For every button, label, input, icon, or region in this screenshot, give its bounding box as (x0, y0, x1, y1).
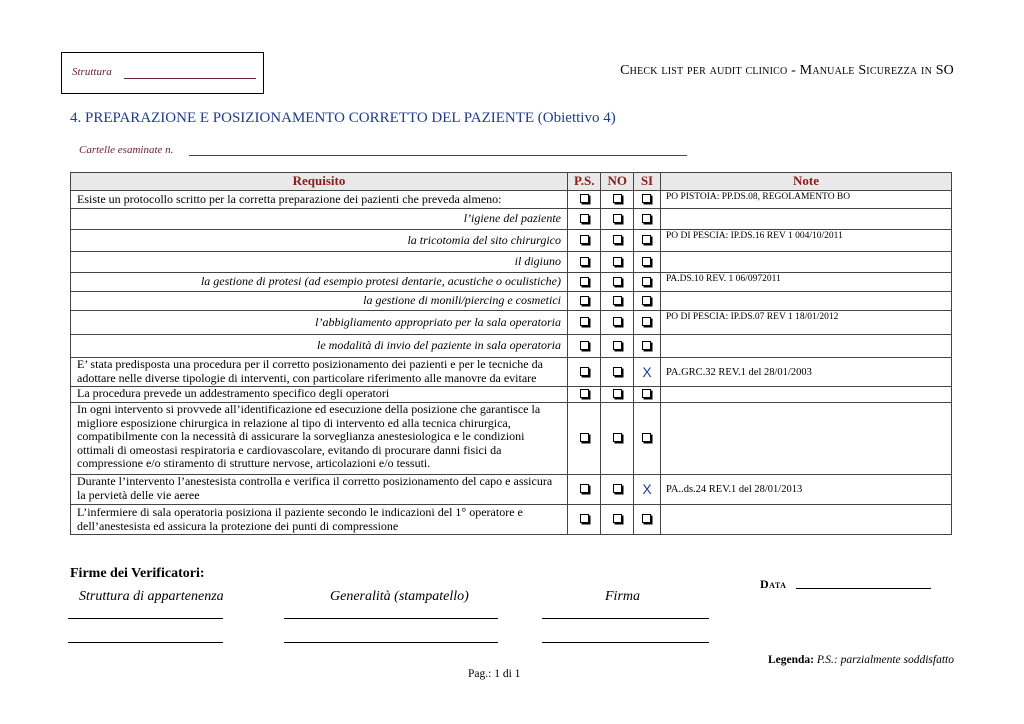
cartelle-input-line[interactable] (189, 155, 687, 156)
table-row (71, 475, 952, 505)
note-cell (660, 292, 951, 311)
table-header-row (71, 173, 952, 191)
requisito-cell: la gestione di monili/piercing e cosmetici (71, 292, 568, 311)
header-ps: P.S. (568, 173, 601, 191)
ps-checkbox[interactable] (568, 252, 601, 273)
header-note: Note (660, 173, 951, 191)
note-cell (660, 505, 951, 535)
section-title: 4. PREPARAZIONE E POSIZIONAMENTO CORRETTO DEL PAZIENTE (Obiettivo 4) (70, 110, 616, 126)
no-checkbox[interactable] (601, 358, 634, 387)
legend-text: P.S.: parzialmente soddisfatto (816, 654, 954, 666)
signature-line-firma[interactable] (542, 642, 709, 643)
note-cell (660, 209, 951, 230)
note-cell (660, 403, 951, 475)
ps-checkbox[interactable] (568, 292, 601, 311)
data-label: Data (760, 577, 787, 591)
table-row (71, 358, 952, 387)
ps-checkbox[interactable] (568, 475, 601, 505)
requisito-cell: il digiuno (71, 252, 568, 273)
requisito-cell: l’igiene del paziente (71, 209, 568, 230)
no-checkbox[interactable] (601, 292, 634, 311)
generalita-label: Generalità (stampatello) (330, 589, 469, 604)
table-row (71, 292, 952, 311)
table-row (71, 403, 952, 475)
note-cell: PO DI PESCIA: IP.DS.16 REV 1 004/10/2011 (660, 230, 951, 252)
struttura-input-line[interactable] (124, 78, 256, 79)
note-cell (660, 252, 951, 273)
si-checkbox[interactable] (633, 252, 660, 273)
requisito-cell: La procedura prevede un addestramento specifico degli operatori (71, 387, 568, 403)
requisito-cell: le modalità di invio del paziente in sala operatoria (71, 335, 568, 358)
ps-checkbox[interactable] (568, 335, 601, 358)
requisito-cell: L’infermiere di sala operatoria posiziona il paziente secondo le indicazioni del 1° operatore e dell’anestesista ed assicura la protezione dei punti di compressione (71, 505, 568, 535)
document-title: Check list per audit clinico - Manuale Sicurezza in SO (620, 63, 954, 78)
signature-line-struttura[interactable] (68, 642, 223, 643)
si-checkbox[interactable] (633, 273, 660, 292)
no-checkbox[interactable] (601, 209, 634, 230)
table-row (71, 230, 952, 252)
no-checkbox[interactable] (601, 387, 634, 403)
table-row (71, 505, 952, 535)
no-checkbox[interactable] (601, 252, 634, 273)
ps-checkbox[interactable] (568, 505, 601, 535)
ps-checkbox[interactable] (568, 403, 601, 475)
si-checkbox[interactable] (633, 230, 660, 252)
no-checkbox[interactable] (601, 403, 634, 475)
ps-checkbox[interactable] (568, 387, 601, 403)
page-number: Pag.: 1 di 1 (468, 668, 521, 680)
cartelle-label: Cartelle esaminate n. (79, 144, 174, 156)
si-checkbox[interactable] (633, 358, 660, 387)
requisito-cell: la tricotomia del sito chirurgico (71, 230, 568, 252)
legend (768, 654, 954, 666)
si-checkbox[interactable] (633, 387, 660, 403)
ps-checkbox[interactable] (568, 209, 601, 230)
si-checkbox[interactable] (633, 403, 660, 475)
requisito-cell: Esiste un protocollo scritto per la corretta preparazione dei pazienti che preveda almeno: (71, 191, 568, 209)
table-row (71, 335, 952, 358)
requisito-cell: Durante l’intervento l’anestesista controlla e verifica il corretto posizionamento del capo e assicura la pervietà delle vie aeree (71, 475, 568, 505)
no-checkbox[interactable] (601, 230, 634, 252)
checklist-table (70, 172, 952, 535)
no-checkbox[interactable] (601, 273, 634, 292)
si-checkbox[interactable] (633, 209, 660, 230)
table-row (71, 252, 952, 273)
ps-checkbox[interactable] (568, 311, 601, 335)
si-x-mark: X (642, 481, 652, 497)
requisito-cell: la gestione di protesi (ad esempio protesi dentarie, acustiche o oculistiche) (71, 273, 568, 292)
no-checkbox[interactable] (601, 311, 634, 335)
table-row (71, 311, 952, 335)
table-row (71, 191, 952, 209)
no-checkbox[interactable] (601, 335, 634, 358)
note-cell: PA.DS.10 REV. 1 06/0972011 (660, 273, 951, 292)
note-cell: PA.GRC.32 REV.1 del 28/01/2003 (660, 358, 951, 387)
note-cell (660, 335, 951, 358)
header-requisito: Requisito (71, 173, 568, 191)
table-row (71, 209, 952, 230)
no-checkbox[interactable] (601, 505, 634, 535)
si-checkbox[interactable] (633, 311, 660, 335)
si-checkbox[interactable] (633, 335, 660, 358)
note-cell: PO PISTOIA: PP.DS.08, REGOLAMENTO BO (660, 191, 951, 209)
signature-line-firma[interactable] (542, 618, 709, 619)
struttura-box (61, 52, 264, 94)
si-x-mark: X (642, 363, 652, 380)
signature-line-generalita[interactable] (284, 642, 498, 643)
si-checkbox[interactable] (633, 191, 660, 209)
struttura-label: Struttura (72, 66, 112, 78)
ps-checkbox[interactable] (568, 230, 601, 252)
requisito-cell: In ogni intervento si provvede all’identificazione ed esecuzione della posizione che garantisce la migliore esposizione chirurgica in relazione al tipo di intervento ed alla tecnica chirurgica, compatibilmente con la necessità di assicurare la sorveglianza anestesiologica e le condizioni ottimali di omeostasi respiratoria e cardiovascolare, evitando di procurare danni fisici da compressione e/o stiramento di strutture nervose, articolazioni e/o tessuti. (71, 403, 568, 475)
signatures-title: Firme dei Verificatori: (70, 566, 205, 581)
header-no: NO (601, 173, 634, 191)
struttura-appartenenza-label: Struttura di appartenenza (79, 589, 224, 604)
no-checkbox[interactable] (601, 191, 634, 209)
si-checkbox[interactable] (633, 475, 660, 505)
si-checkbox[interactable] (633, 292, 660, 311)
firma-label: Firma (605, 589, 640, 604)
requisito-cell: E’ stata predisposta una procedura per il corretto posizionamento dei pazienti e per le tecniche da adottare nelle diverse tipologie di interventi, con particolare riferimento alle manovre da evitare (71, 358, 568, 387)
table-row (71, 273, 952, 292)
note-cell (660, 387, 951, 403)
signature-line-struttura[interactable] (68, 618, 223, 619)
legend-label: Legenda: (767, 654, 814, 666)
requisito-cell: l’abbigliamento appropriato per la sala operatoria (71, 311, 568, 335)
ps-checkbox[interactable] (568, 191, 601, 209)
si-checkbox[interactable] (633, 505, 660, 535)
no-checkbox[interactable] (601, 475, 634, 505)
signature-line-generalita[interactable] (284, 618, 498, 619)
ps-checkbox[interactable] (568, 273, 601, 292)
note-cell: PA..ds.24 REV.1 del 28/01/2013 (660, 475, 951, 505)
ps-checkbox[interactable] (568, 358, 601, 387)
data-input-line[interactable] (796, 588, 931, 589)
table-row (71, 387, 952, 403)
header-si: SI (633, 173, 660, 191)
note-cell: PO DI PESCIA: IP.DS.07 REV 1 18/01/2012 (660, 311, 951, 335)
